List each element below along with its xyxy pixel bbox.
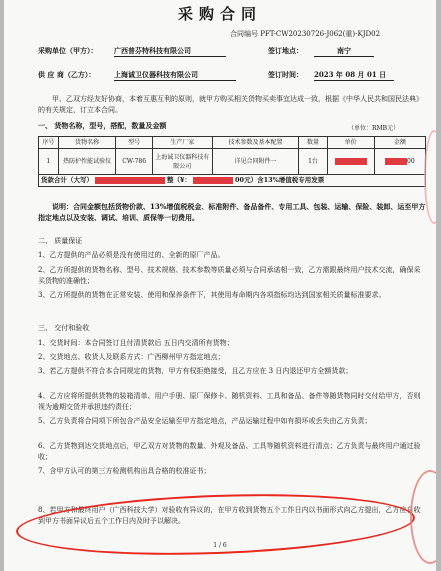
total-row: [39, 175, 426, 187]
page-number: 1 / 6: [213, 542, 227, 549]
buyer-label: 采购单位（甲方）：: [38, 46, 98, 55]
section2-item: 2、乙方所提供的货物名称、型号、技术规格、技术参数等质量必须与合同承诺相一致，乙方需跟最终用户技术交流，确保采买货物的准确性；: [38, 266, 421, 285]
supplier-name: 上海诚卫仪器科技有限公司: [114, 70, 236, 81]
col-header: 单价: [327, 137, 374, 149]
section3-item: 6、乙方货物到达交货地点后，甲乙双方对货物的数量、外观及备品、工具等随机资料进行清点；乙方负责与最终用户通过验收；: [38, 442, 421, 461]
buyer-name: 广西普芬特科技有限公司: [114, 46, 226, 57]
cell-maker: 上海诚卫仪器科技有限公司: [152, 149, 212, 175]
cell-spec: 详见合同附件一: [212, 149, 299, 175]
section3-item: 8、若甲方和最终用户（广西科技大学）对验收有异议的，在甲方收到货物五个工作日内以书面形式向乙方提出，乙方应自收到甲方书面异议后五个工作日内及时予以解决。: [38, 506, 421, 525]
section1-title: 一、 货物名称，型号，搭配，数量及金额: [38, 121, 167, 130]
seal-stamp: [410, 470, 436, 564]
col-header: 金额: [374, 137, 425, 149]
section3-item: 3、若乙方提供不符合本合同规定的货物，甲方有权拒绝接受，且乙方应在 3 日内退还甲方全额货款；: [38, 367, 353, 375]
cell-model: CW-786: [116, 149, 153, 175]
goods-table: [38, 136, 426, 187]
redaction-mark: [95, 177, 165, 184]
total-cell: [39, 175, 426, 187]
total-end: 00元）含13%增值税专用发票: [235, 176, 325, 184]
red-annotation-circle: [15, 488, 416, 561]
contract-number: 合同编号 PFT-CW20230726-J062(重)-KJD02: [230, 30, 381, 38]
col-header: 序号: [39, 137, 59, 149]
supplier-label: 供 应 商（乙方）：: [38, 70, 96, 79]
sign-place-label: 签订地点：: [268, 46, 303, 55]
note-paragraph: 说明：合同金额包括货物价款、13%增值税税金、标准附件、备品备件、专用工具、包装、运输、保险、装卸、运至甲方指定地点以及安装、调试、培训、质保等一切费用。: [38, 202, 426, 222]
sign-time-label: 签订时间：: [268, 70, 303, 79]
redaction-mark: [193, 177, 233, 184]
redaction-mark: [385, 158, 407, 165]
section3-item: 1、交货时间：本合同签订且付清货款后 五日内交清所有货物；: [38, 339, 234, 347]
total-mid: 整（¥：: [167, 176, 192, 184]
sign-place: 南宁: [314, 46, 374, 57]
section3-item: 4、乙方应将所提供货物的装箱清单、用户手册、原厂保修卡、随机资料、工具和备品、备件等随货物同时交付给甲方，否则视为逾期交货并承担违约责任；: [38, 392, 421, 411]
total-label: 货款合计（大写）: [41, 176, 93, 184]
page-title: 采购合同: [177, 5, 262, 23]
table-header-row: [39, 137, 426, 149]
col-header: 技术参数及基本配置: [212, 137, 299, 149]
cell-amount: [374, 149, 425, 175]
section3-item: 5、乙方负责将合同项下所包含产品安全运输至甲方指定地点，产品运输过程中如有损坏或丢失由乙方负责；: [38, 417, 372, 425]
col-header: 生产厂家: [152, 137, 212, 149]
section3-title: 三、 交付和验收: [38, 324, 90, 332]
section2-item: 1、乙方提供的产品必须是没有使用过的、全新的原厂产品。: [38, 251, 225, 259]
table-row: [39, 149, 426, 175]
cell-qty: 1台: [299, 149, 327, 175]
intro-paragraph: 甲、乙双方经友好协商，本着互惠互利的原则，就甲方购买相关货物买卖事宜达成一致，根据《中华人民共和国民法典》的有关规定，订立本合同。: [38, 95, 423, 114]
col-header: 型号: [116, 137, 153, 149]
cell-price: [327, 149, 374, 175]
contract-page: [4, 0, 436, 571]
col-header: 货物名称: [58, 137, 116, 149]
section3-item: 2、交货地点、收货人及联系方式：广西柳州甲方指定地点；: [38, 353, 225, 361]
cell-no: 1: [39, 149, 59, 175]
section2-title: 二、 质量保证: [38, 237, 83, 245]
section2-item: 3、乙方所提供的货物在正常安装、使用和保养条件下，其使用寿命期内各项指标均达到国家相关质量标准要求。: [38, 291, 386, 299]
cell-name: 热防护性能试验仪: [58, 149, 116, 175]
section3-item: 7、含甲方认可的第三方检测机构出具合格的校准证书；: [38, 467, 211, 475]
col-header: 数量: [299, 137, 327, 149]
redaction-mark: [335, 158, 367, 165]
amount-suffix: 00: [407, 158, 415, 165]
sign-time: 2023 年 08 月 01 日: [314, 70, 394, 81]
currency-unit: （单位：RMB元）: [348, 125, 400, 132]
